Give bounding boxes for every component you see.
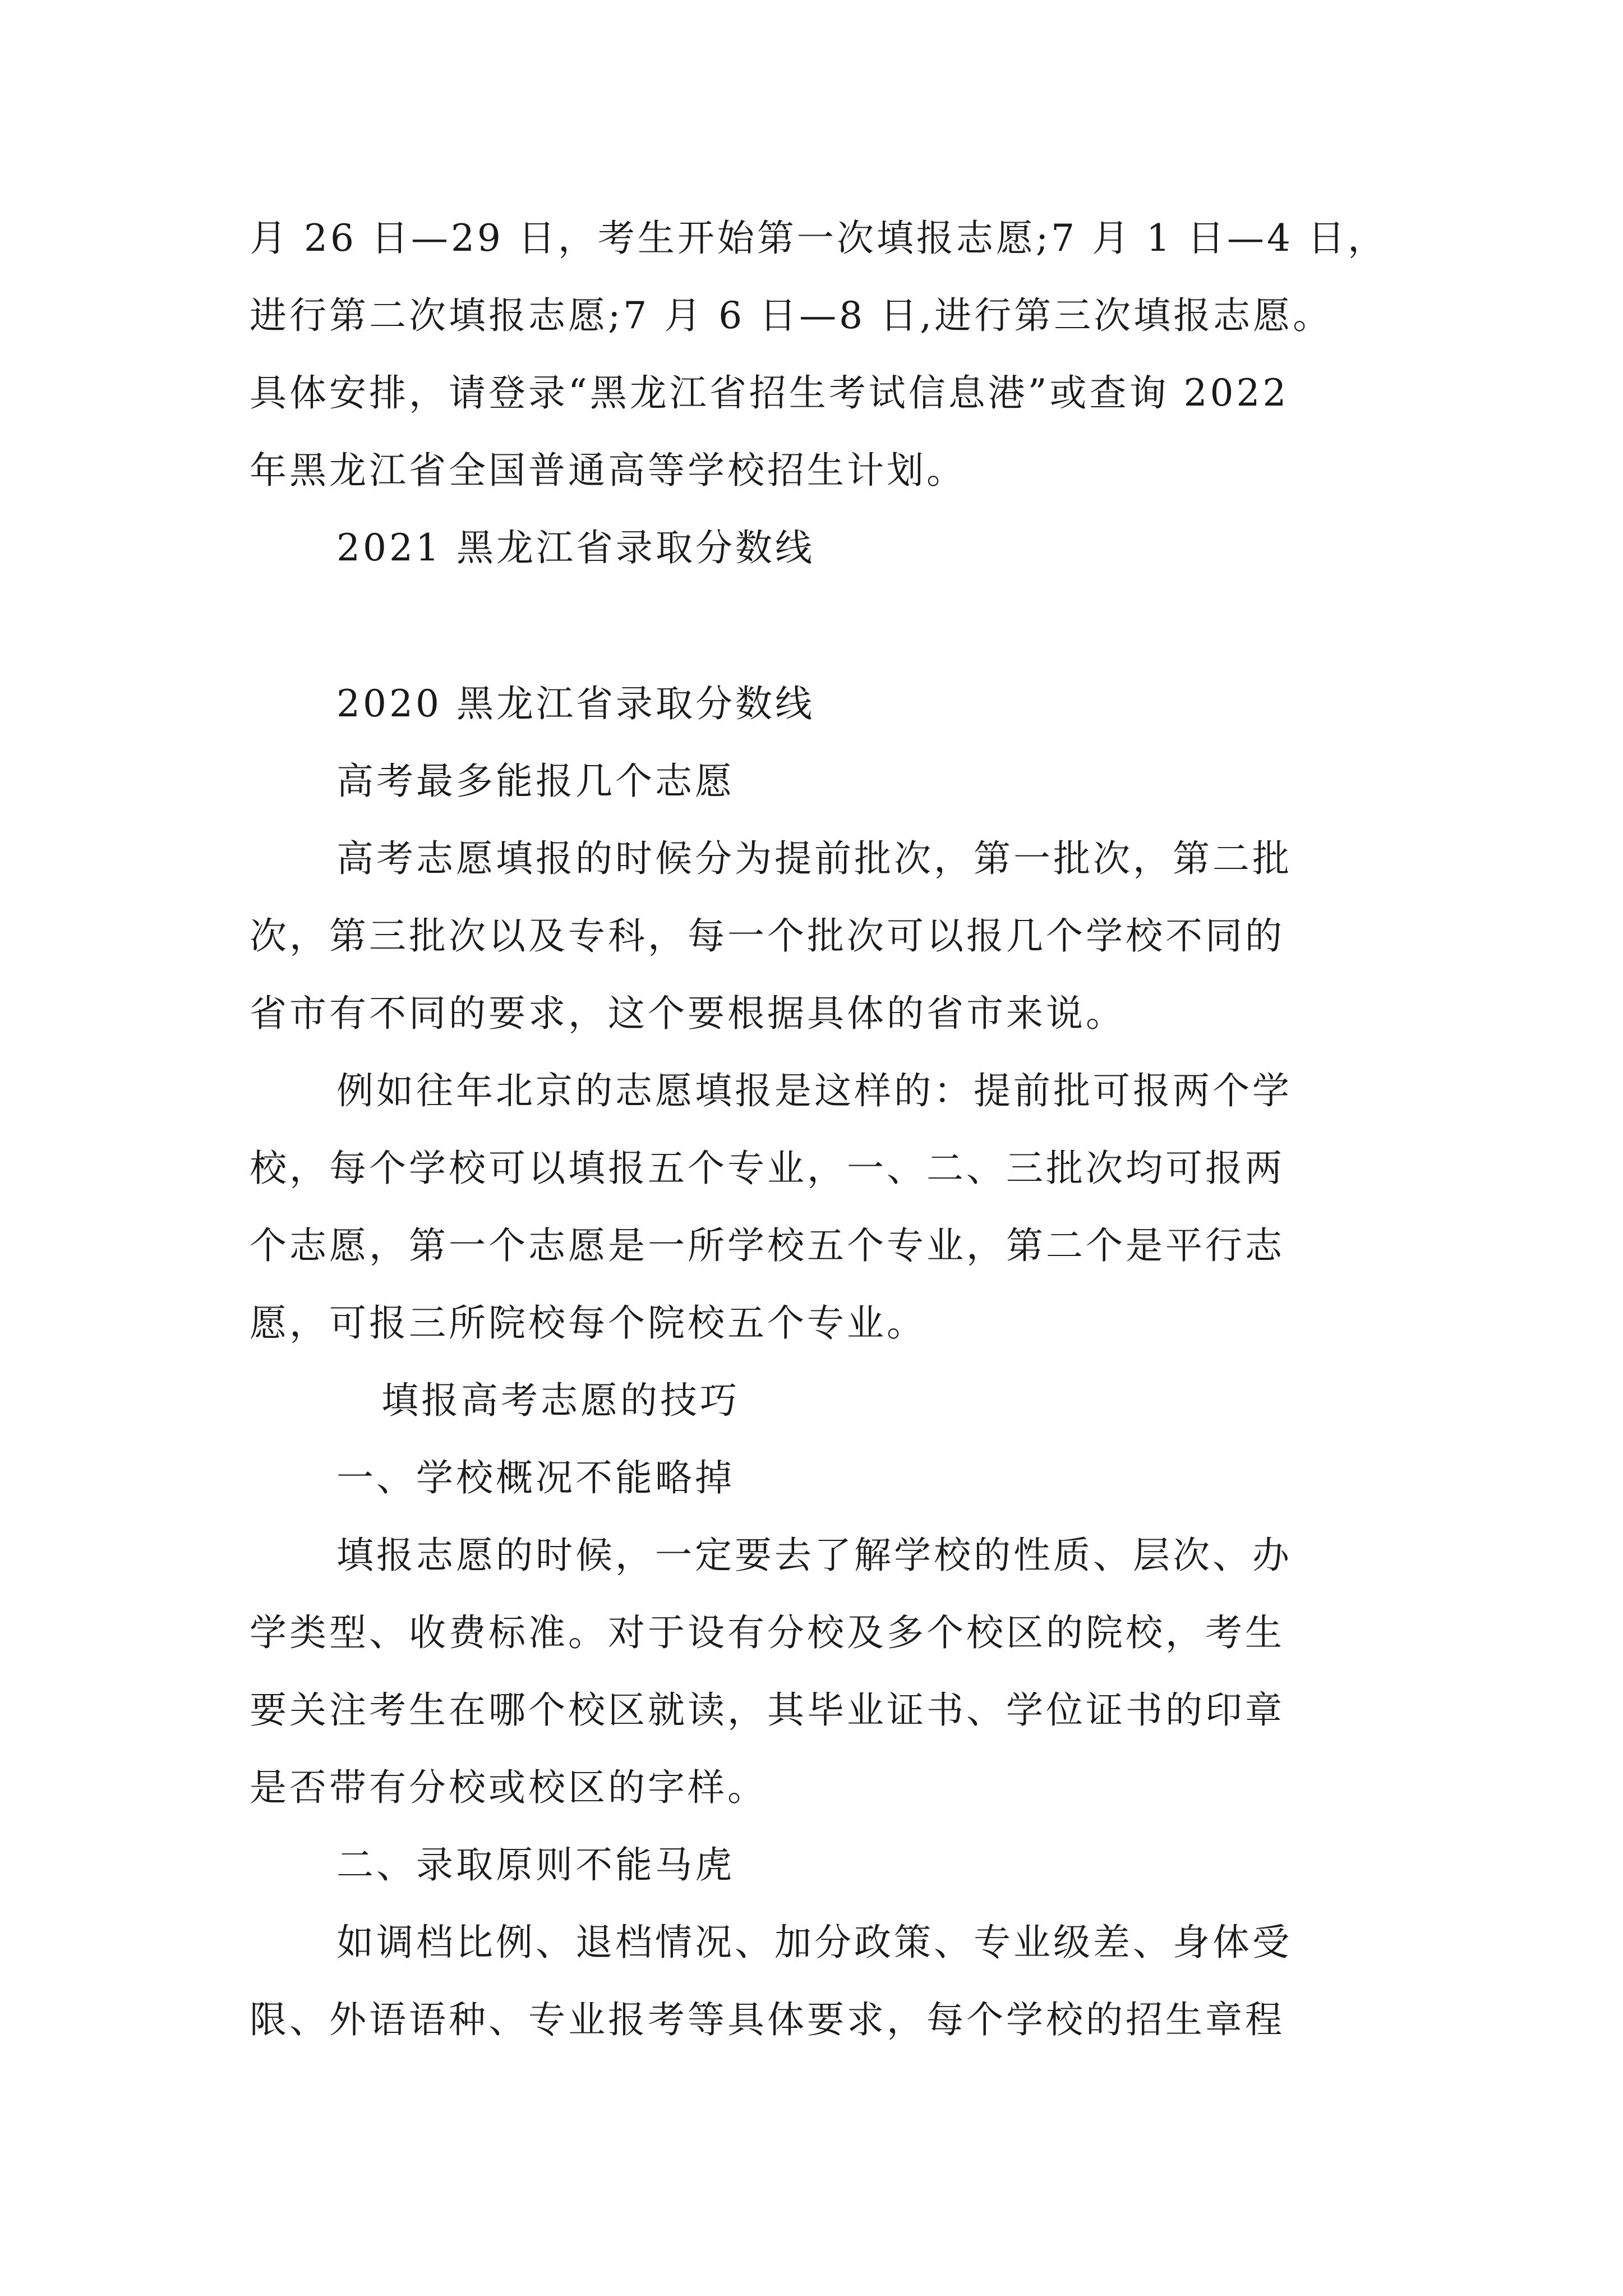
text-line: 个志愿，第一个志愿是一所学校五个专业，第二个是平行志 bbox=[250, 1224, 1285, 1267]
text-line: 例如往年北京的志愿填报是这样的：提前批可报两个学 bbox=[336, 1069, 1292, 1112]
text-line: 年黑龙江省全国普通高等学校招生计划。 bbox=[250, 449, 966, 492]
text-line: 如调档比例、退档情况、加分政策、专业级差、身体受 bbox=[336, 1921, 1292, 1964]
text-line: 愿，可报三所院校每个院校五个专业。 bbox=[250, 1301, 926, 1345]
text-line: 具体安排，请登录“黑龙江省招生考试信息港”或查询 2022 bbox=[250, 371, 1289, 415]
text-line: 要关注考生在哪个校区就读，其毕业证书、学位证书的印章 bbox=[250, 1688, 1285, 1732]
section-heading: 二、录取原则不能马虎 bbox=[336, 1843, 735, 1887]
section-heading: 填报高考志愿的技巧 bbox=[381, 1379, 740, 1422]
section-heading: 高考最多能报几个志愿 bbox=[336, 760, 735, 803]
text-line: 高考志愿填报的时候分为提前批次，第一批次，第二批 bbox=[336, 837, 1292, 880]
section-heading: 一、学校概况不能略掉 bbox=[336, 1456, 735, 1499]
section-heading: 2021 黑龙江省录取分数线 bbox=[336, 526, 815, 569]
text-line: 是否带有分校或校区的字样。 bbox=[250, 1766, 767, 1809]
text-line: 月 26 日—29 日，考生开始第一次填报志愿;7 月 1 日—4 日， bbox=[250, 217, 1388, 260]
text-line: 校，每个学校可以填报五个专业，一、二、三批次均可报两 bbox=[250, 1147, 1285, 1190]
text-line: 填报志愿的时候，一定要去了解学校的性质、层次、办 bbox=[336, 1534, 1292, 1577]
text-line: 进行第二次填报志愿;7 月 6 日—8 日,进行第三次填报志愿。 bbox=[250, 294, 1333, 337]
text-line: 次，第三批次以及专科，每一个批次可以报几个学校不同的 bbox=[250, 914, 1285, 958]
text-line: 学类型、收费标准。对于设有分校及多个校区的院校，考生 bbox=[250, 1611, 1285, 1654]
section-heading: 2020 黑龙江省录取分数线 bbox=[336, 682, 815, 725]
text-line: 限、外语语种、专业报考等具体要求，每个学校的招生章程 bbox=[250, 1998, 1285, 2041]
text-line: 省市有不同的要求，这个要根据具体的省市来说。 bbox=[250, 992, 1126, 1035]
